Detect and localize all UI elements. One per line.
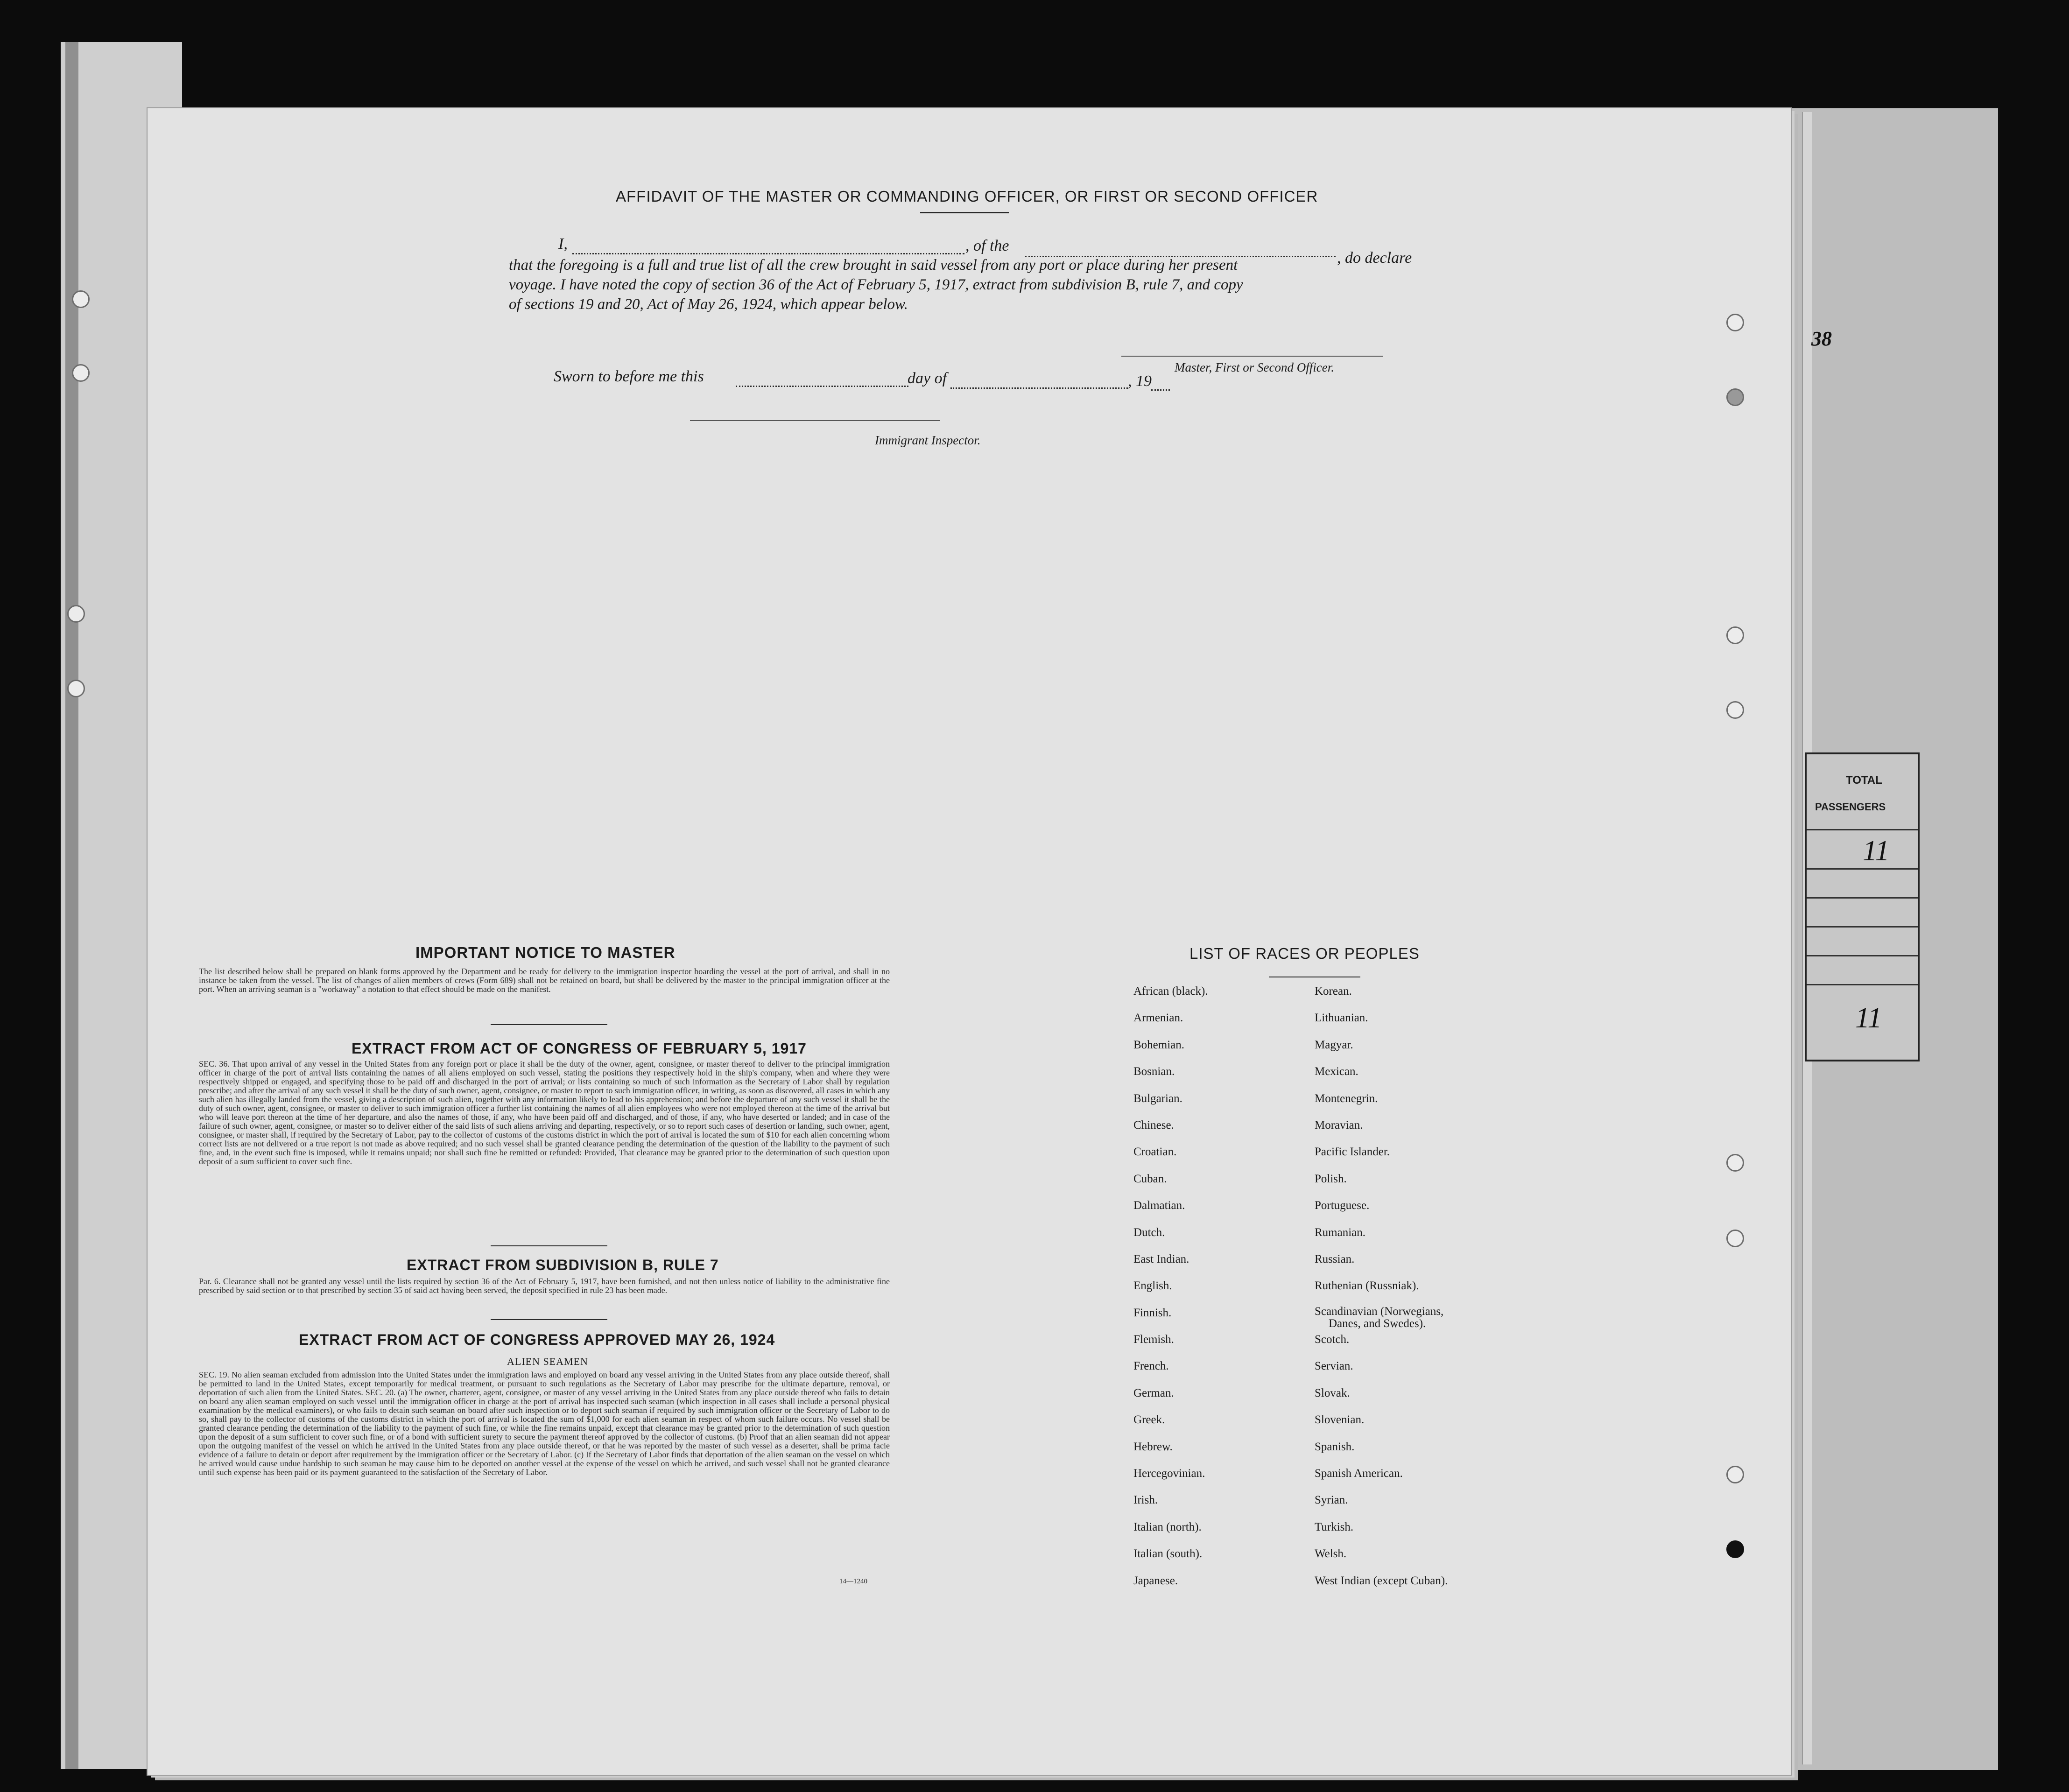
tally-row-line bbox=[1807, 955, 1918, 956]
races-title: LIST OF RACES OR PEOPLES bbox=[1189, 945, 1420, 962]
extract-1924-title: EXTRACT FROM ACT OF CONGRESS APPROVED MAY 26, 1924 bbox=[299, 1331, 775, 1348]
affidavit-do-declare: , do declare bbox=[1337, 249, 1412, 267]
tally-value-2: 11 bbox=[1855, 1002, 1882, 1034]
affidavit-line-3: voyage. I have noted the copy of section 36 of the Act of February 5, 1917, extract from subdivision B, rule 7, and copy bbox=[509, 276, 1243, 293]
main-sheet bbox=[148, 108, 1791, 1775]
sworn-month-blank bbox=[950, 387, 1128, 389]
rule7-title: EXTRACT FROM SUBDIVISION B, RULE 7 bbox=[407, 1257, 719, 1273]
day-of-text: day of bbox=[908, 370, 947, 387]
race-item: Servian. bbox=[1315, 1360, 1353, 1373]
tally-value-1: 11 bbox=[1863, 835, 1890, 867]
binder-hole bbox=[72, 364, 90, 382]
race-item: Greek. bbox=[1133, 1413, 1165, 1427]
race-item: Chinese. bbox=[1133, 1118, 1174, 1131]
binder-hole bbox=[1726, 1540, 1744, 1558]
title-underline bbox=[920, 212, 1009, 213]
sworn-text: Sworn to before me this bbox=[554, 368, 704, 385]
extract-1924-text: SEC. 19. No alien seaman excluded from admission into the United States under the immigration laws and employed on board any vessel arriving in the United States from any place outside thereof, shall be permitted to land in the United States, except temporarily for medical treatment, or pursuant to such regulations as the Secretary of Labor may prescribe for the ultimate departure, removal, or deportation of such alien from the United States. SEC. 20. (a) The owner, charterer, agent, consignee, or master of any vessel arriving in the United States from any place outside thereof who fails to detain on board any alien seaman employed on such vessel until the immigration officer in charge at the port of arrival has inspected such seaman (which inspection in all cases shall include a personal physical examination by the medical examiners), or who fails to detain such seaman on board after such inspection or to deport such seaman if required by such immigration officer or the Secretary of Labor to do so, shall pay to the collector of customs of the customs district in which the port of arrival is located the sum of $1,000 for each alien seaman in respect of whom such failure occurs. No vessel shall be granted clearance pending the determination of the liability to the payment of such fine, or while the fine remains unpaid, except that clearance may be granted prior to the determination of such question upon the deposit of a sum sufficient to cover such fine, or of a bond with sufficient surety to secure the payment thereof approved by the collector of customs. (b) Proof that an alien seaman did not appear upon the outgoing manifest of the vessel on which he arrived in the United States from any place outside thereof, or that he was reported by the master of such vessel as a deserter, shall be prima facie evidence of a failure to detain or deport after requirement by the immigration officer or the Secretary of Labor. (c) If the Secretary of Labor finds that deportation of the alien seaman on the vessel on which he arrived would cause undue hardship to such seaman he may cause him to be deported on another vessel at the expense of the vessel on which he arrived, and such vessel shall not be granted clearance until such expense has been paid or its payment guaranteed to the satisfaction of the Secretary of Labor. bbox=[199, 1370, 890, 1477]
master-signature-line bbox=[1121, 356, 1383, 357]
race-item: Bohemian. bbox=[1133, 1038, 1185, 1051]
extract-1917-title: EXTRACT FROM ACT OF CONGRESS OF FEBRUARY 5, 1917 bbox=[352, 1040, 807, 1057]
affidavit-line-2: that the foregoing is a full and true list of all the crew brought in said vessel from any port or place during her present bbox=[509, 257, 1238, 274]
form-number: 14—1240 bbox=[839, 1578, 867, 1585]
extract-1924-subtitle: ALIEN SEAMEN bbox=[507, 1356, 588, 1367]
tally-row-line bbox=[1807, 897, 1918, 899]
race-item: Dalmatian. bbox=[1133, 1199, 1185, 1212]
race-item: Japanese. bbox=[1133, 1574, 1178, 1587]
race-item: Welsh. bbox=[1315, 1547, 1347, 1560]
race-item: Spanish. bbox=[1315, 1440, 1355, 1453]
race-item: Croatian. bbox=[1133, 1145, 1177, 1159]
race-item: Dutch. bbox=[1133, 1226, 1165, 1239]
sworn-day-blank bbox=[736, 386, 908, 387]
tally-row-line bbox=[1807, 829, 1918, 830]
race-item: Turkish. bbox=[1315, 1520, 1354, 1533]
binder-hole bbox=[1726, 701, 1744, 719]
binder-hole bbox=[1726, 1154, 1744, 1172]
tally-row-line bbox=[1807, 868, 1918, 870]
binder-hole bbox=[1726, 1230, 1744, 1247]
race-item: Finnish. bbox=[1133, 1306, 1172, 1319]
race-item: Polish. bbox=[1315, 1172, 1347, 1185]
race-item: French. bbox=[1133, 1360, 1169, 1373]
race-item: Russian. bbox=[1315, 1252, 1355, 1265]
races-column-2 bbox=[1315, 984, 1448, 1600]
name-blank bbox=[572, 253, 964, 254]
binder-hole bbox=[1726, 314, 1744, 331]
race-item: Italian (north). bbox=[1133, 1520, 1202, 1533]
race-item: Bosnian. bbox=[1133, 1065, 1175, 1078]
tally-header-passengers: PASSENGERS bbox=[1815, 801, 1886, 813]
affidavit-i: I, bbox=[558, 235, 568, 253]
race-item: Flemish. bbox=[1133, 1333, 1174, 1346]
race-item: Hercegovinian. bbox=[1133, 1467, 1205, 1480]
affidavit-line-4: of sections 19 and 20, Act of May 26, 1924, which appear below. bbox=[509, 296, 908, 313]
race-item bbox=[1315, 1306, 1448, 1332]
race-item: West Indian (except Cuban). bbox=[1315, 1574, 1448, 1587]
race-item: Ruthenian (Russniak). bbox=[1315, 1279, 1419, 1293]
race-item: Slovak. bbox=[1315, 1386, 1350, 1399]
race-item: Slovenian. bbox=[1315, 1413, 1365, 1427]
passenger-tally-box bbox=[1805, 752, 1920, 1061]
tally-row-line bbox=[1807, 984, 1918, 985]
binder-hole bbox=[67, 680, 85, 697]
race-item: Pacific Islander. bbox=[1315, 1145, 1390, 1159]
race-item: Irish. bbox=[1133, 1494, 1158, 1507]
notice-title: IMPORTANT NOTICE TO MASTER bbox=[415, 944, 676, 961]
affidavit-of-the: , of the bbox=[965, 237, 1009, 254]
race-item: Hebrew. bbox=[1133, 1440, 1173, 1453]
tally-header-total: TOTAL bbox=[1846, 774, 1882, 787]
binder-hole bbox=[67, 605, 85, 623]
race-item: Rumanian. bbox=[1315, 1226, 1366, 1239]
binder-hole bbox=[1726, 626, 1744, 644]
binder-hole bbox=[72, 290, 90, 308]
notice-text: The list described below shall be prepared on blank forms approved by the Department and be ready for delivery to the immigration inspector boarding the vessel at the port of arrival, and shall in no instance be taken from the vessel. The list of changes of alien members of crews (Form 689) shall not be retained on board, but shall be delivered by the master to the principal immigration officer at the port. When an arriving seaman is a "workaway" a notation to that effect should be made on the manifest. bbox=[199, 967, 890, 994]
race-item: African (black). bbox=[1133, 985, 1208, 998]
race-item: Scotch. bbox=[1315, 1333, 1350, 1346]
binder-hole bbox=[1726, 1466, 1744, 1483]
race-item: Armenian. bbox=[1133, 1012, 1183, 1025]
races-column-1 bbox=[1133, 984, 1208, 1600]
race-item: Portuguese. bbox=[1315, 1199, 1370, 1212]
binder-hole bbox=[1726, 388, 1744, 406]
divider bbox=[491, 1024, 607, 1025]
race-item: Magyar. bbox=[1315, 1038, 1353, 1051]
race-item: Lithuanian. bbox=[1315, 1012, 1368, 1025]
race-item: Spanish American. bbox=[1315, 1467, 1403, 1480]
rule7-text: Par. 6. Clearance shall not be granted any vessel until the lists required by section 36 of the Act of February 5, 1917, have been furnished, and not then unless notice of liability to the administrative fine prescribed by said section or to that prescribed by section 35 of said act having been served, the deposit specified in rule 23 has been made. bbox=[199, 1277, 890, 1295]
race-item: Mexican. bbox=[1315, 1065, 1358, 1078]
tally-row-line bbox=[1807, 926, 1918, 928]
race-item: Moravian. bbox=[1315, 1118, 1363, 1131]
year-text: , 19 bbox=[1128, 372, 1152, 390]
divider bbox=[491, 1319, 607, 1320]
race-item: Syrian. bbox=[1315, 1494, 1348, 1507]
race-item: Bulgarian. bbox=[1133, 1092, 1182, 1105]
inspector-signature-label: Immigrant Inspector. bbox=[875, 433, 981, 447]
inspector-signature-line bbox=[690, 420, 940, 421]
race-item: Cuban. bbox=[1133, 1172, 1167, 1185]
race-item: East Indian. bbox=[1133, 1252, 1189, 1265]
race-item: Korean. bbox=[1315, 985, 1352, 998]
extract-1917-text: SEC. 36. That upon arrival of any vessel in the United States from any foreign port or place it shall be the duty of the owner, agent, consignee, or master thereof to deliver to the principal immigration officer in charge of the port of arrival lists containing the names of all aliens employed on such vessel, stating the positions they respectively hold in the ship's company, when and where they were respectively shipped or engaged, and specifying those to be paid off and discharged in the port of arrival; or lists containing so much of such information as the Secretary of Labor shall by regulation prescribe; and after the arrival of any such vessel it shall be the duty of such owner, agent, consignee, or master to report to such immigration officer, in writing, as soon as discovered, all cases in which any such alien has illegally landed from the vessel, giving a description of such alien, together with any information likely to lead to his apprehension; and before the departure of any such vessel it shall be the duty of such owner, agent, consignee, or master to deliver to such immigration officer a further list containing the names of all alien employees who were not employed thereon at the time of the arrival but who will leave port thereon at the time of her departure, and also the names of those, if any, who have been paid off and discharged, and of those, if any, who have deserted or landed; and in case of the failure of such owner, agent, consignee, or master so to deliver either of the said lists of such aliens arriving and departing, respectively, or so to report such cases of desertion or landing, such owner, agent, consignee, or master shall, if required by the Secretary of Labor, pay to the collector of customs of the customs district in which the port of arrival is located the sum of $10 for each alien concerning whom correct lists are not delivered or a true report is not made as above required; and no such vessel shall be granted clearance pending the determination of the question of the liability to the payment of such fine, and, in the event such fine is imposed, while it remains unpaid; nor shall such fine be remitted or refunded: Provided, That clearance may be granted prior to the determination of such question upon deposit of a sum sufficient to cover such fine. bbox=[199, 1059, 890, 1166]
race-item-continuation: Danes, and Swedes). bbox=[1329, 1317, 1426, 1330]
race-item: English. bbox=[1133, 1279, 1172, 1293]
race-item: Montenegrin. bbox=[1315, 1092, 1378, 1105]
page-number: 38 bbox=[1811, 327, 1832, 350]
affidavit-title: AFFIDAVIT OF THE MASTER OR COMMANDING OFFICER, OR FIRST OR SECOND OFFICER bbox=[616, 188, 1318, 205]
year-blank bbox=[1151, 389, 1170, 391]
race-item: German. bbox=[1133, 1386, 1174, 1399]
divider bbox=[491, 1245, 607, 1246]
master-signature-label: Master, First or Second Officer. bbox=[1175, 360, 1334, 374]
race-item-text: Scandinavian (Norwegians, bbox=[1315, 1305, 1444, 1318]
race-item: Italian (south). bbox=[1133, 1547, 1203, 1560]
